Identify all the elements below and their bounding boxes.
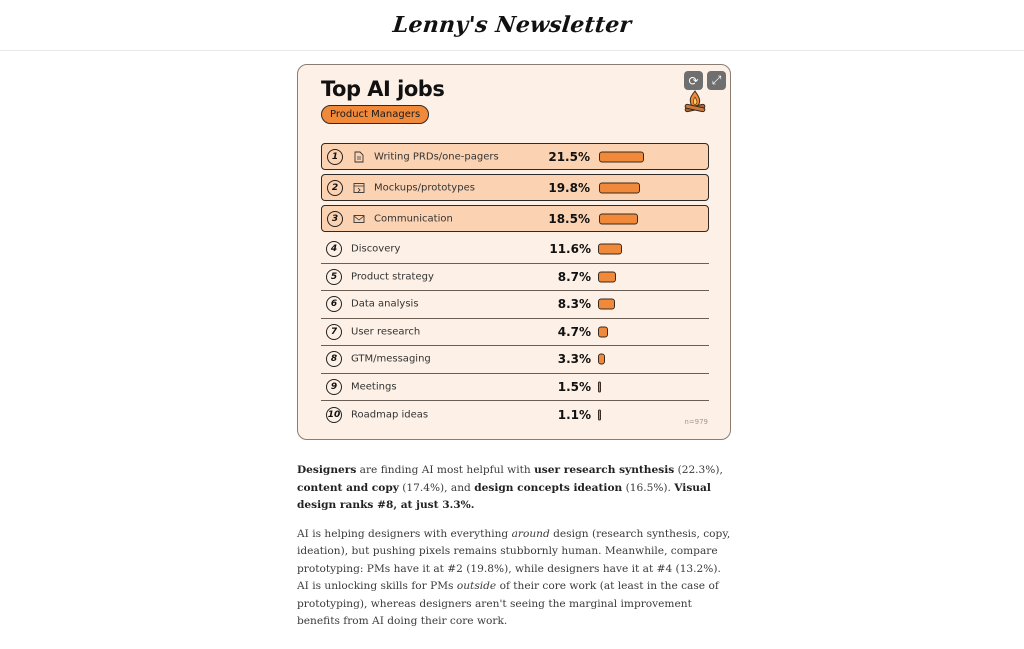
chart-row	[321, 174, 709, 201]
rank-badge: 4	[326, 241, 342, 257]
bar	[598, 354, 605, 365]
bar	[598, 299, 615, 310]
value-label: 1.5%	[557, 379, 591, 394]
rank-badge: 8	[326, 351, 342, 367]
category-label: Product strategy	[351, 271, 434, 283]
refresh-button[interactable]	[684, 71, 703, 90]
expand-icon: ⤢	[711, 73, 722, 87]
rank-badge: 7	[326, 324, 342, 340]
card-title: Top AI jobs	[321, 77, 445, 101]
rank-badge: 2	[327, 180, 343, 196]
text-run: design (research synthesis, copy, ideation), but pushing pixels remains stubbornly human. Meanwhile, compare prototyping: PMs have it at #2 (19.8%), while designers have it at #4 (13.2%). AI is unlocking skills for PMs	[297, 527, 731, 592]
paragraph-designers	[297, 462, 731, 515]
chart-row	[321, 346, 709, 374]
value-label: 21.5%	[548, 149, 590, 164]
chart-row	[321, 374, 709, 402]
article-body	[297, 462, 731, 642]
bar	[599, 213, 638, 224]
chart-row	[321, 401, 709, 429]
text-run: are finding AI most helpful with	[356, 464, 535, 476]
category-label: Discovery	[351, 243, 401, 255]
text-run: (22.3%),	[674, 464, 723, 476]
category-label: Roadmap ideas	[351, 409, 429, 421]
jobs-bar-chart	[321, 143, 709, 429]
bar	[599, 151, 644, 162]
text-run: (16.5%).	[622, 481, 675, 494]
chart-row	[321, 143, 709, 170]
bar	[598, 409, 601, 420]
role-pill: Product Managers	[321, 105, 429, 124]
bold-research-synthesis: user research synthesis	[534, 464, 675, 476]
bold-visual-design: Visual design ranks #8, at just 3.3%.	[297, 481, 711, 511]
chart-row	[321, 319, 709, 347]
document-icon	[353, 151, 365, 163]
value-label: 19.8%	[548, 180, 590, 195]
category-label: Meetings	[351, 381, 397, 393]
value-label: 18.5%	[548, 211, 590, 226]
chart-row	[321, 291, 709, 319]
value-label: 1.1%	[557, 407, 591, 422]
chart-row	[321, 236, 709, 264]
category-label: Data analysis	[351, 298, 419, 310]
sample-size-note: n=979	[684, 418, 708, 426]
text-run: of their core work (at least in the case of prototyping), whereas designers aren't seeing the marginal improvement benefits from AI doing their core work.	[297, 580, 719, 627]
rank-badge: 5	[326, 269, 342, 285]
bar	[598, 326, 608, 337]
bold-design-concepts: design concepts ideation	[474, 481, 623, 494]
bar	[598, 271, 616, 282]
rank-badge: 9	[326, 379, 342, 395]
paragraph-analysis	[297, 526, 731, 631]
value-label: 8.3%	[557, 297, 591, 312]
mockup-icon	[353, 182, 365, 194]
value-label: 4.7%	[557, 324, 591, 339]
bold-content-copy: content and copy	[297, 481, 399, 494]
rank-badge: 3	[327, 211, 343, 227]
chart-row	[321, 264, 709, 292]
category-label: Communication	[374, 213, 453, 224]
value-label: 3.3%	[557, 352, 591, 367]
refresh-icon: ⟳	[688, 73, 699, 88]
ai-jobs-card	[297, 64, 731, 440]
value-label: 8.7%	[557, 269, 591, 284]
bar	[598, 381, 601, 392]
category-label: Writing PRDs/one-pagers	[374, 151, 499, 162]
envelope-icon	[353, 213, 365, 225]
text-run: AI is helping designers with everything	[297, 527, 512, 540]
category-label: GTM/messaging	[351, 353, 431, 365]
site-logo[interactable]: Lenny's Newsletter	[391, 12, 633, 38]
rank-badge: 6	[326, 296, 342, 312]
category-label: User research	[351, 326, 421, 338]
category-label: Mockups/prototypes	[374, 182, 475, 193]
campfire-icon	[682, 89, 708, 113]
expand-button[interactable]	[707, 71, 726, 90]
rank-badge: 10	[326, 407, 342, 423]
bar	[599, 182, 640, 193]
bold-designers: Designers	[297, 464, 357, 476]
rank-badge: 1	[327, 149, 343, 165]
bar	[598, 244, 622, 255]
italic-around: around	[511, 527, 550, 540]
italic-outside: outside	[456, 580, 497, 592]
site-header	[0, 0, 1024, 51]
chart-row	[321, 205, 709, 232]
value-label: 11.6%	[549, 242, 591, 257]
text-run: (17.4%), and	[398, 481, 475, 494]
